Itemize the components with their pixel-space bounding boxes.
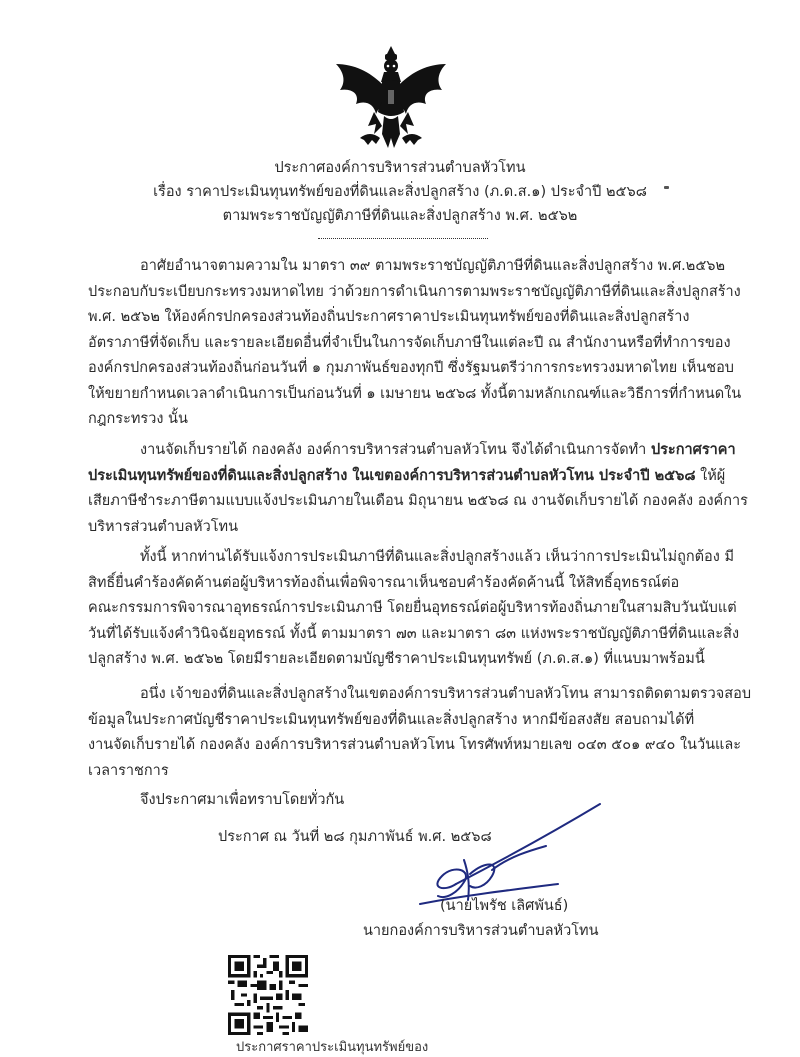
doc-subject: เรื่อง ราคาประเมินทุนทรัพย์ของที่ดินและสิ่งปลูกสร้าง (ภ.ด.ส.๑) ประจำปี ๒๕๖๘ — [153, 184, 647, 200]
para1-line: ให้ขยายกำหนดเวลาดำเนินการเป็นก่อนวันที่ ๑ เมษายน ๒๕๖๘ ทั้งนี้ตามหลักเกณฑ์และวิธีการที่กำหนดใน — [88, 385, 742, 402]
para4-line: ข้อมูลในประกาศบัญชีราคาประเมินทุนทรัพย์ของที่ดินและสิ่งปลูกสร้าง หากมีข้อสงสัย สอบถามได้ที่ — [88, 711, 695, 728]
para2-line — [88, 438, 736, 464]
para3-line: ทั้งนี้ หากท่านได้รับแจ้งการประเมินภาษีที่ดินและสิ่งปลูกสร้างแล้ว เห็นว่าการประเมินไม่ถูกต้อง มี — [140, 549, 735, 565]
para3-line: ปลูกสร้าง พ.ศ. ๒๕๖๒ โดยมีรายละเอียดตามบัญชีราคาประเมินทุนทรัพย์ (ภ.ด.ส.๑) ที่แนบมาพร้อมนี้ — [88, 651, 705, 667]
header-divider — [318, 238, 488, 239]
paragraph-appeal — [88, 545, 740, 673]
signature-icon — [360, 800, 620, 910]
para2-line: เสียภาษีชำระภาษีตามแบบแจ้งประเมินภายในเดือน มิถุนายน ๒๕๖๘ ณ งานจัดเก็บรายได้ กองคลัง องค์การ — [88, 493, 748, 509]
para1-line: ประกอบกับระเบียบกระทรวงมหาดไทย ว่าด้วยการดำเนินการตามพระราชบัญญัติภาษีที่ดินและสิ่งปลูกสร้าง — [88, 283, 741, 300]
signer-title: นายกองค์การบริหารส่วนตำบลหัวโทน — [363, 923, 599, 939]
para2-line — [88, 464, 726, 490]
para3-line: วันที่ได้รับแจ้งคำวินิจฉัยอุทธรณ์ ทั้งนี้ ตามมาตรา ๗๓ และมาตรา ๘๓ แห่งพระราชบัญญัติภาษีที่ดินและสิ่ง — [88, 625, 740, 642]
para2-bold-text: ประกาศราคา — [650, 442, 736, 458]
doc-legal-basis: ตามพระราชบัญญัติภาษีที่ดินและสิ่งปลูกสร้าง พ.ศ. ๒๕๖๒ — [222, 208, 578, 224]
doc-title: ประกาศองค์การบริหารส่วนตำบลหัวโทน — [274, 160, 526, 176]
signer-name: (นายไพรัช เลิศพันธ์) — [440, 898, 569, 914]
para4-line: งานจัดเก็บรายได้ กองคลัง องค์การบริหารส่วนตำบลหัวโทน โทรศัพท์หมายเลข ๐๔๓ ๕๐๑ ๙๔๐ ในวันและ — [88, 737, 742, 753]
para3-line: คณะกรรมการพิจารณาอุทธรณ์การประเมินภาษี โดยยื่นอุทธรณ์ต่อผู้บริหารท้องถิ่นภายในสามสิบวันนับแต่ — [88, 600, 737, 616]
garuda-emblem-icon — [330, 42, 452, 154]
para1-line: กฎกระทรวง นั้น — [88, 411, 188, 427]
para2-line: บริหารส่วนตำบลหัวโทน — [88, 518, 238, 535]
para2-text: ให้ผู้ — [695, 467, 726, 484]
para3-line: สิทธิ์ยื่นคำร้องคัดค้านต่อผู้บริหารท้องถิ่นเพื่อพิจารณาเห็นชอบคำร้องคัดค้านนี้ ให้สิทธิ์อุทธรณ์ต่อ — [88, 574, 680, 591]
para1-line: อาศัยอำนาจตามความใน มาตรา ๓๙ ตามพระราชบัญญัติภาษีที่ดินและสิ่งปลูกสร้าง พ.ศ.๒๕๖๒ — [140, 258, 726, 274]
closing-text: จึงประกาศมาเพื่อทราบโดยทั่วกัน — [140, 792, 345, 808]
para1-line: พ.ศ. ๒๕๖๒ ให้องค์กรปกครองส่วนท้องถิ่นประกาศราคาประเมินทุนทรัพย์ของที่ดินและสิ่งปลูกสร้าง — [88, 309, 690, 325]
para2-bold-text: ประเมินทุนทรัพย์ของที่ดินและสิ่งปลูกสร้าง ในเขตองค์การบริหารส่วนตำบลหัวโทน ประจำปี ๒๕๖๘ — [88, 467, 696, 484]
para1-line: อัตราภาษีที่จัดเก็บ และรายละเอียดอื่นที่จำเป็นในการจัดเก็บภาษีในแต่ละปี ณ สำนักงานหรือที่ทำการของ — [88, 334, 731, 351]
qr-code-icon[interactable] — [228, 955, 308, 1035]
paragraph-contact — [88, 682, 752, 784]
paragraph-collection — [88, 438, 748, 540]
para2-text: งานจัดเก็บรายได้ กองคลัง องค์การบริหารส่วนตำบลหัวโทน จึงได้ดำเนินการจัดทำ — [140, 442, 651, 458]
paragraph-authority — [88, 254, 742, 433]
para4-line: เวลาราชการ — [88, 762, 169, 779]
para4-line: อนึ่ง เจ้าของที่ดินและสิ่งปลูกสร้างในเขตองค์การบริหารส่วนตำบลหัวโทน สามารถติดตามตรวจสอบ — [140, 686, 752, 702]
stray-mark — [664, 186, 669, 189]
footer-caption: ประกาศราคาประเมินทุนทรัพย์ของ — [236, 1040, 429, 1055]
para1-line: องค์กรปกครองส่วนท้องถิ่นก่อนวันที่ ๑ กุมภาพันธ์ของทุกปี ซึ่งรัฐมนตรีว่าการกระทรวงมหาดไทย เห็นชอบ — [88, 360, 735, 376]
announcement-date: ประกาศ ณ วันที่ ๒๘ กุมภาพันธ์ พ.ศ. ๒๕๖๘ — [218, 829, 492, 845]
